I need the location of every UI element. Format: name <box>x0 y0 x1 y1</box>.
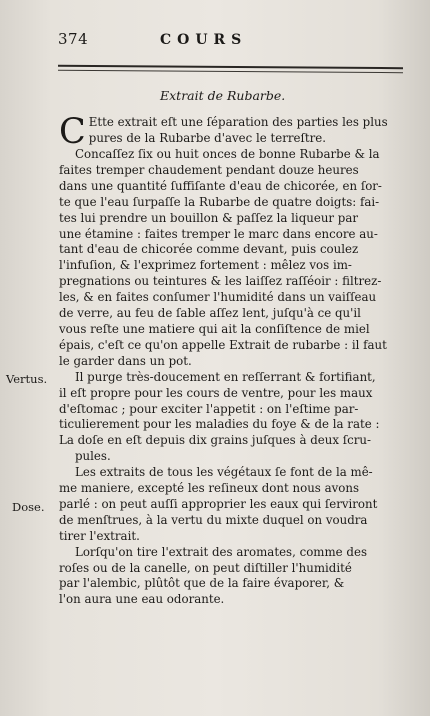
text-line: Il purge très-doucement en reſſerrant & fortifiant, <box>75 369 376 384</box>
paragraph-2 <box>59 147 411 370</box>
text-line: le garder dans un pot. <box>59 353 192 368</box>
section-title: Extrait de Rubarbe. <box>160 88 286 103</box>
text-line: Lorſqu'on tire l'extrait des aromates, comme des <box>75 544 368 559</box>
text-line: pules. <box>75 449 111 464</box>
text-line: une étamine : faites tremper le marc dans encore au- <box>59 226 378 241</box>
text-line: ticulierement pour les maladies du foye & de la rate : <box>59 417 380 432</box>
running-head: COURS <box>160 32 248 48</box>
text-line: tes lui prendre un bouillon & paſſez la liqueur par <box>59 210 359 225</box>
text-line: par l'alembic, plûtôt que de la faire évaporer, & <box>59 576 345 591</box>
text-line: tant d'eau de chicorée comme devant, puis coulez <box>59 242 359 257</box>
text-line: Concaſſez ſix ou huit onces de bonne Rubarbe & la <box>75 147 380 161</box>
text-line: tirer l'extrait. <box>59 528 140 543</box>
text-line: La doſe en eſt depuis dix grains juſques à deux ſcru- <box>59 433 371 448</box>
paragraph-4 <box>59 465 411 545</box>
margin-note-dose: Dose. <box>12 500 45 514</box>
text-line: me maniere, excepté les reſineux dont nous avons <box>59 481 360 496</box>
text-line: d'eſtomac ; pour exciter l'appetit : on l'eſtime par- <box>59 401 359 416</box>
drop-cap: C <box>59 112 86 152</box>
text-line: te que l'eau ſurpaſſe la Rubarbe de quatre doigts: fai- <box>59 194 380 209</box>
text-line: Les extraits de tous les végétaux ſe font de la mê- <box>75 465 373 480</box>
margin-note-vertus: Vertus. <box>6 372 48 386</box>
page-number: 374 <box>58 30 89 48</box>
text-line: faites tremper chaudement pendant douze heures <box>59 162 359 177</box>
text-line: pures de la Rubarbe d'avec le terreſtre. <box>88 130 326 145</box>
text-line: les, & en faites conſumer l'humidité dans un vaiſſeau <box>59 290 377 305</box>
text-line: l'infuſion, & l'exprimez fortement : mêlez vos im- <box>59 258 352 273</box>
paragraph-5 <box>59 545 411 609</box>
text-line: de menſtrues, à la vertu du mixte duquel on voudra <box>59 512 368 527</box>
text-line: parlé : on peut auſſi approprier les eaux qui ſerviront <box>59 496 378 511</box>
page-header <box>58 30 398 54</box>
body-text <box>59 112 411 608</box>
text-line: de verre, au feu de ſable aſſez lent, juſqu'à ce qu'il <box>59 306 361 321</box>
paragraph-1 <box>59 112 411 152</box>
text-line: dans une quantité ſuffiſante d'eau de chicorée, en ſor- <box>59 178 382 193</box>
text-line: l'on aura une eau odorante. <box>59 592 225 607</box>
text-line: Ette extrait eſt une ſéparation des parties les plus <box>88 115 388 129</box>
text-line: pregnations ou teintures & les laiſſez raſſéoir : filtrez- <box>59 274 382 289</box>
header-rule <box>58 65 403 69</box>
text-line: épais, c'eſt ce qu'on appelle Extrait de rubarbe : il faut <box>59 337 387 352</box>
paragraph-3 <box>59 370 411 465</box>
text-line: il eſt propre pour les cours de ventre, pour les maux <box>59 385 373 400</box>
header-rule-thin <box>58 70 403 73</box>
text-line: roſes ou de la canelle, on peut diſtiller l'humidité <box>59 560 352 575</box>
text-line: vous reſte une matiere qui ait la conſiſtence de miel <box>59 321 370 336</box>
